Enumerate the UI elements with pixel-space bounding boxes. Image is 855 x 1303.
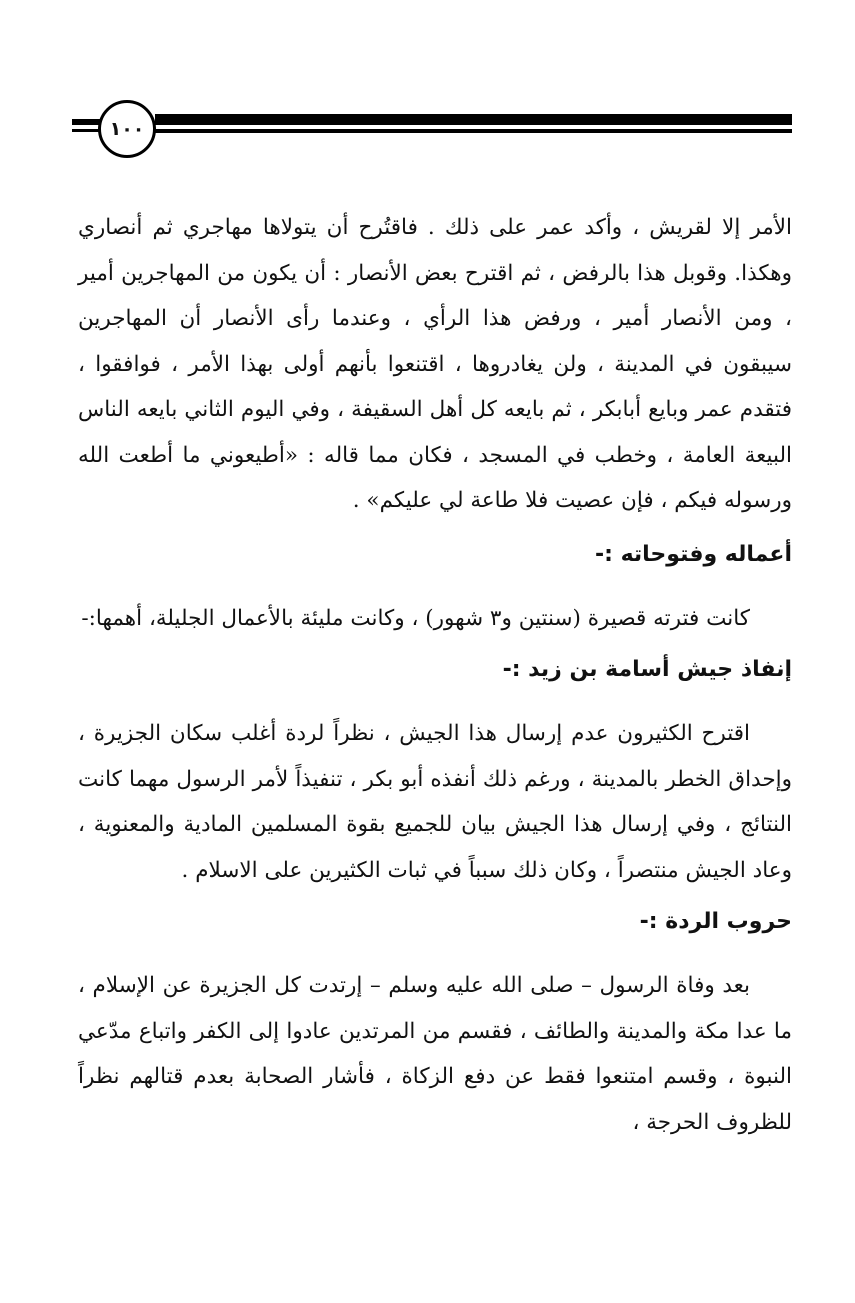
header-rule-right-thick xyxy=(155,114,792,125)
page-body xyxy=(78,205,792,1145)
page-header xyxy=(0,100,855,160)
header-rule-right-thin xyxy=(155,129,792,133)
paragraph-ridda-wars: بعد وفاة الرسول – صلى الله عليه وسلم – إرتدت كل الجزيرة عن الإسلام ، ما عدا مكة والمدينة والطائف ، فقسم من المرتدين عادوا إلى الكفر واتباع مدّعي النبوة ، وقسم امتنعوا فقط عن دفع الزكاة ، فأشار الصحابة بعدم قتالهم نظراً للظروف الحرجة ، xyxy=(78,973,792,1135)
heading-usama-army: إنفاذ جيش أسامة بن زيد :- xyxy=(502,657,792,682)
heading-ridda-wars: حروب الردة :- xyxy=(639,909,792,934)
page-number: ١٠٠ xyxy=(98,100,156,158)
paragraph-short-tenure: كانت فترته قصيرة (سنتين و٣ شهور) ، وكانت مليئة بالأعمال الجليلة، أهمها:- xyxy=(81,605,750,631)
heading-works-and-conquests: أعماله وفتوحاته :- xyxy=(594,541,792,567)
paragraph-usama-army: اقترح الكثيرون عدم إرسال هذا الجيش ، نظراً لردة أغلب سكان الجزيرة ، وإحداق الخطر بالمدينة ، ورغم ذلك أنفذه أبو بكر ، تنفيذاً لأمر الرسول مهما كانت النتائج ، وفي إرسال هذا الجيش بيان للجميع بقوة المسلمين المادية والمعنوية ، وعاد الجيش منتصراً ، وكان ذلك سبباً في ثبات الكثيرين على الاسلام . xyxy=(78,721,792,883)
paragraph-saqifa: الأمر إلا لقريش ، وأكد عمر على ذلك . فاقتُرح أن يتولاها مهاجري ثم أنصاري وهكذا. وقوبل هذا بالرفض ، ثم اقترح بعض الأنصار : أن يكون من المهاجرين أمير ، ومن الأنصار أمير ، ورفض هذا الرأي ، وعندما رأى الأنصار أن المهاجرين سيبقون في المدينة ، ولن يغادروها ، اقتنعوا بأنهم أولى بهذا الأمر ، فوافقوا ، فتقدم عمر وبايع أبابكر ، ثم بايعه كل أهل السقيفة ، وفي اليوم الثاني بايعه الناس البيعة العامة ، وخطب في المسجد ، فكان مما قاله : «أطيعوني ما أطعت الله ورسوله فيكم ، فإن عصيت فلا طاعة لي عليكم» . xyxy=(78,215,792,513)
